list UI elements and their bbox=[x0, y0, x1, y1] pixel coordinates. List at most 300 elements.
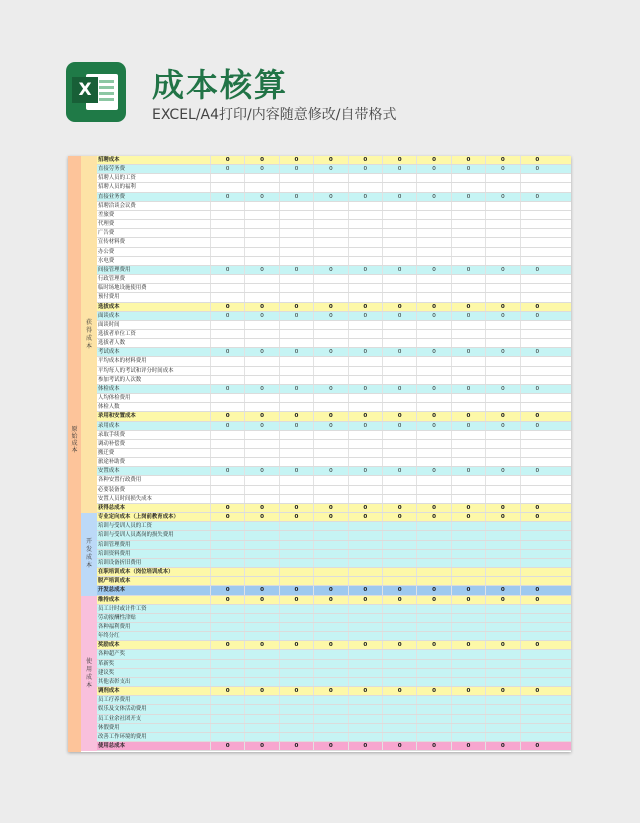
value-cell[interactable] bbox=[382, 293, 416, 301]
row-label[interactable]: 娱乐及文体活动费用 bbox=[98, 706, 147, 713]
value-cell[interactable] bbox=[451, 632, 485, 640]
value-cell[interactable] bbox=[451, 495, 485, 503]
value-cell[interactable] bbox=[382, 202, 416, 210]
row-label[interactable]: 差旅费 bbox=[98, 211, 115, 218]
value-cell[interactable] bbox=[382, 568, 416, 576]
value-cell[interactable] bbox=[210, 357, 244, 365]
value-cell[interactable] bbox=[520, 339, 554, 347]
value-cell[interactable] bbox=[520, 183, 554, 191]
value-cell[interactable]: 0 bbox=[210, 412, 244, 420]
value-cell[interactable]: 0 bbox=[313, 303, 347, 311]
value-cell[interactable] bbox=[416, 174, 450, 182]
value-cell[interactable] bbox=[416, 275, 450, 283]
value-cell[interactable] bbox=[485, 559, 519, 567]
value-cell[interactable] bbox=[485, 495, 519, 503]
value-cell[interactable] bbox=[279, 220, 313, 228]
value-cell[interactable] bbox=[313, 339, 347, 347]
value-cell[interactable]: 0 bbox=[244, 303, 278, 311]
value-cell[interactable] bbox=[244, 238, 278, 246]
value-cell[interactable] bbox=[348, 257, 382, 265]
row-label[interactable]: 体检人数 bbox=[98, 404, 120, 411]
row-label[interactable]: 录用成本 bbox=[98, 422, 120, 429]
value-cell[interactable] bbox=[313, 660, 347, 668]
value-cell[interactable]: 0 bbox=[279, 412, 313, 420]
value-cell[interactable]: 0 bbox=[244, 312, 278, 320]
row-label[interactable]: 行政管理费 bbox=[98, 276, 125, 283]
value-cell[interactable] bbox=[382, 550, 416, 558]
row-label[interactable]: 宣传材料费 bbox=[98, 239, 125, 246]
row-label[interactable]: 录用和安置成本 bbox=[98, 413, 136, 420]
value-cell[interactable] bbox=[348, 376, 382, 384]
value-cell[interactable]: 0 bbox=[485, 303, 519, 311]
value-cell[interactable] bbox=[451, 449, 485, 457]
value-cell[interactable] bbox=[210, 431, 244, 439]
value-cell[interactable]: 0 bbox=[416, 596, 450, 604]
value-cell[interactable] bbox=[279, 476, 313, 484]
row-label[interactable]: 培训资料费用 bbox=[98, 550, 131, 557]
row-label[interactable]: 改善工作环境的费用 bbox=[98, 733, 147, 740]
value-cell[interactable] bbox=[520, 211, 554, 219]
value-cell[interactable] bbox=[416, 183, 450, 191]
value-cell[interactable] bbox=[279, 229, 313, 237]
value-cell[interactable] bbox=[244, 174, 278, 182]
value-cell[interactable] bbox=[279, 449, 313, 457]
value-cell[interactable]: 0 bbox=[348, 156, 382, 164]
value-cell[interactable] bbox=[382, 238, 416, 246]
row-label[interactable]: 年终分红 bbox=[98, 633, 120, 640]
value-cell[interactable]: 0 bbox=[416, 687, 450, 695]
value-cell[interactable] bbox=[451, 183, 485, 191]
value-cell[interactable] bbox=[348, 678, 382, 686]
value-cell[interactable]: 0 bbox=[520, 303, 554, 311]
value-cell[interactable] bbox=[416, 531, 450, 539]
value-cell[interactable]: 0 bbox=[279, 504, 313, 512]
value-cell[interactable] bbox=[313, 229, 347, 237]
value-cell[interactable]: 0 bbox=[416, 504, 450, 512]
value-cell[interactable]: 0 bbox=[279, 385, 313, 393]
value-cell[interactable] bbox=[416, 431, 450, 439]
value-cell[interactable]: 0 bbox=[485, 385, 519, 393]
value-cell[interactable] bbox=[313, 211, 347, 219]
value-cell[interactable] bbox=[244, 476, 278, 484]
value-cell[interactable]: 0 bbox=[451, 165, 485, 173]
value-cell[interactable] bbox=[313, 431, 347, 439]
value-cell[interactable] bbox=[382, 174, 416, 182]
value-cell[interactable] bbox=[451, 174, 485, 182]
value-cell[interactable]: 0 bbox=[244, 412, 278, 420]
row-label[interactable]: 办公费 bbox=[98, 248, 115, 255]
value-cell[interactable] bbox=[279, 458, 313, 466]
value-cell[interactable] bbox=[313, 669, 347, 677]
value-cell[interactable] bbox=[244, 321, 278, 329]
value-cell[interactable] bbox=[382, 229, 416, 237]
value-cell[interactable] bbox=[244, 696, 278, 704]
value-cell[interactable] bbox=[279, 733, 313, 741]
value-cell[interactable]: 0 bbox=[382, 348, 416, 356]
value-cell[interactable] bbox=[210, 650, 244, 658]
value-cell[interactable] bbox=[485, 440, 519, 448]
value-cell[interactable] bbox=[485, 696, 519, 704]
value-cell[interactable] bbox=[485, 229, 519, 237]
value-cell[interactable]: 0 bbox=[348, 165, 382, 173]
value-cell[interactable]: 0 bbox=[485, 504, 519, 512]
value-cell[interactable]: 0 bbox=[485, 641, 519, 649]
value-cell[interactable] bbox=[244, 211, 278, 219]
value-cell[interactable] bbox=[210, 257, 244, 265]
value-cell[interactable] bbox=[416, 660, 450, 668]
value-cell[interactable]: 0 bbox=[416, 467, 450, 475]
value-cell[interactable] bbox=[279, 623, 313, 631]
value-cell[interactable] bbox=[485, 220, 519, 228]
value-cell[interactable]: 0 bbox=[416, 156, 450, 164]
value-cell[interactable]: 0 bbox=[210, 687, 244, 695]
value-cell[interactable] bbox=[520, 321, 554, 329]
value-cell[interactable] bbox=[382, 275, 416, 283]
value-cell[interactable] bbox=[279, 522, 313, 530]
value-cell[interactable]: 0 bbox=[416, 742, 450, 750]
value-cell[interactable] bbox=[244, 605, 278, 613]
value-cell[interactable]: 0 bbox=[451, 303, 485, 311]
value-cell[interactable] bbox=[244, 733, 278, 741]
value-cell[interactable] bbox=[382, 431, 416, 439]
value-cell[interactable] bbox=[451, 650, 485, 658]
value-cell[interactable]: 0 bbox=[210, 165, 244, 173]
value-cell[interactable] bbox=[210, 486, 244, 494]
value-cell[interactable] bbox=[348, 531, 382, 539]
row-label[interactable]: 搬迁费 bbox=[98, 450, 115, 456]
value-cell[interactable]: 0 bbox=[348, 504, 382, 512]
value-cell[interactable] bbox=[244, 486, 278, 494]
value-cell[interactable] bbox=[520, 174, 554, 182]
value-cell[interactable] bbox=[520, 431, 554, 439]
value-cell[interactable] bbox=[416, 715, 450, 723]
value-cell[interactable] bbox=[348, 403, 382, 411]
value-cell[interactable]: 0 bbox=[279, 193, 313, 201]
value-cell[interactable] bbox=[416, 568, 450, 576]
value-cell[interactable]: 0 bbox=[382, 312, 416, 320]
value-cell[interactable]: 0 bbox=[313, 312, 347, 320]
value-cell[interactable] bbox=[416, 669, 450, 677]
value-cell[interactable] bbox=[520, 284, 554, 292]
value-cell[interactable]: 0 bbox=[279, 312, 313, 320]
row-label[interactable]: 选拔者单位工资 bbox=[98, 330, 136, 337]
row-label[interactable]: 广告费 bbox=[98, 230, 115, 237]
row-label[interactable]: 专业定向成本（上岗前教育成本） bbox=[98, 514, 179, 521]
value-cell[interactable] bbox=[520, 293, 554, 301]
row-label[interactable]: 其他表彰支出 bbox=[98, 678, 131, 685]
value-cell[interactable] bbox=[485, 660, 519, 668]
value-cell[interactable]: 0 bbox=[520, 504, 554, 512]
value-cell[interactable] bbox=[210, 678, 244, 686]
value-cell[interactable] bbox=[244, 339, 278, 347]
value-cell[interactable] bbox=[382, 669, 416, 677]
value-cell[interactable]: 0 bbox=[451, 596, 485, 604]
value-cell[interactable] bbox=[244, 248, 278, 256]
value-cell[interactable] bbox=[313, 623, 347, 631]
value-cell[interactable]: 0 bbox=[279, 266, 313, 274]
row-label[interactable]: 休假费用 bbox=[98, 724, 120, 731]
value-cell[interactable] bbox=[244, 229, 278, 237]
value-cell[interactable] bbox=[520, 394, 554, 402]
value-cell[interactable] bbox=[485, 486, 519, 494]
value-cell[interactable] bbox=[279, 257, 313, 265]
value-cell[interactable] bbox=[382, 495, 416, 503]
value-cell[interactable] bbox=[416, 367, 450, 375]
value-cell[interactable] bbox=[382, 577, 416, 585]
row-label[interactable]: 平均每人的考试和评分时间成本 bbox=[98, 367, 174, 374]
value-cell[interactable] bbox=[451, 614, 485, 622]
value-cell[interactable] bbox=[279, 678, 313, 686]
value-cell[interactable] bbox=[382, 220, 416, 228]
value-cell[interactable] bbox=[244, 650, 278, 658]
value-cell[interactable] bbox=[244, 632, 278, 640]
value-cell[interactable]: 0 bbox=[416, 641, 450, 649]
value-cell[interactable]: 0 bbox=[485, 513, 519, 521]
value-cell[interactable] bbox=[520, 531, 554, 539]
row-label[interactable]: 录取手续费 bbox=[98, 431, 125, 438]
value-cell[interactable] bbox=[485, 394, 519, 402]
value-cell[interactable] bbox=[451, 541, 485, 549]
value-cell[interactable]: 0 bbox=[520, 422, 554, 430]
value-cell[interactable] bbox=[451, 248, 485, 256]
value-cell[interactable]: 0 bbox=[382, 412, 416, 420]
value-cell[interactable] bbox=[244, 293, 278, 301]
value-cell[interactable] bbox=[451, 367, 485, 375]
value-cell[interactable] bbox=[416, 238, 450, 246]
value-cell[interactable] bbox=[520, 623, 554, 631]
value-cell[interactable] bbox=[485, 238, 519, 246]
value-cell[interactable] bbox=[520, 458, 554, 466]
value-cell[interactable] bbox=[244, 357, 278, 365]
value-cell[interactable]: 0 bbox=[313, 504, 347, 512]
value-cell[interactable]: 0 bbox=[210, 193, 244, 201]
value-cell[interactable] bbox=[313, 705, 347, 713]
value-cell[interactable] bbox=[520, 220, 554, 228]
value-cell[interactable] bbox=[348, 650, 382, 658]
value-cell[interactable] bbox=[416, 357, 450, 365]
value-cell[interactable] bbox=[279, 284, 313, 292]
value-cell[interactable] bbox=[485, 632, 519, 640]
value-cell[interactable]: 0 bbox=[520, 641, 554, 649]
value-cell[interactable]: 0 bbox=[485, 193, 519, 201]
value-cell[interactable] bbox=[348, 577, 382, 585]
value-cell[interactable] bbox=[348, 733, 382, 741]
value-cell[interactable] bbox=[520, 650, 554, 658]
value-cell[interactable] bbox=[520, 440, 554, 448]
value-cell[interactable] bbox=[313, 449, 347, 457]
value-cell[interactable]: 0 bbox=[210, 156, 244, 164]
value-cell[interactable] bbox=[313, 257, 347, 265]
row-label[interactable]: 直接劳务费 bbox=[98, 166, 125, 173]
value-cell[interactable] bbox=[416, 330, 450, 338]
row-label[interactable]: 考试成本 bbox=[98, 349, 120, 356]
value-cell[interactable] bbox=[520, 238, 554, 246]
value-cell[interactable] bbox=[279, 531, 313, 539]
value-cell[interactable] bbox=[279, 650, 313, 658]
value-cell[interactable] bbox=[451, 330, 485, 338]
value-cell[interactable] bbox=[348, 705, 382, 713]
value-cell[interactable] bbox=[244, 724, 278, 732]
value-cell[interactable] bbox=[416, 220, 450, 228]
value-cell[interactable] bbox=[416, 650, 450, 658]
value-cell[interactable] bbox=[313, 486, 347, 494]
row-label[interactable]: 招聘洽谈会议费 bbox=[98, 202, 136, 209]
value-cell[interactable] bbox=[382, 541, 416, 549]
value-cell[interactable]: 0 bbox=[485, 312, 519, 320]
value-cell[interactable] bbox=[485, 458, 519, 466]
value-cell[interactable]: 0 bbox=[313, 266, 347, 274]
value-cell[interactable] bbox=[313, 715, 347, 723]
value-cell[interactable] bbox=[210, 275, 244, 283]
value-cell[interactable]: 0 bbox=[485, 266, 519, 274]
value-cell[interactable] bbox=[485, 531, 519, 539]
value-cell[interactable]: 0 bbox=[279, 165, 313, 173]
value-cell[interactable]: 0 bbox=[348, 687, 382, 695]
value-cell[interactable] bbox=[451, 211, 485, 219]
value-cell[interactable] bbox=[416, 339, 450, 347]
value-cell[interactable] bbox=[485, 339, 519, 347]
value-cell[interactable] bbox=[382, 440, 416, 448]
value-cell[interactable]: 0 bbox=[279, 687, 313, 695]
value-cell[interactable]: 0 bbox=[520, 266, 554, 274]
value-cell[interactable]: 0 bbox=[520, 348, 554, 356]
value-cell[interactable]: 0 bbox=[416, 586, 450, 594]
value-cell[interactable] bbox=[313, 376, 347, 384]
value-cell[interactable]: 0 bbox=[416, 165, 450, 173]
value-cell[interactable] bbox=[451, 522, 485, 530]
value-cell[interactable] bbox=[244, 705, 278, 713]
value-cell[interactable]: 0 bbox=[210, 641, 244, 649]
value-cell[interactable] bbox=[313, 650, 347, 658]
value-cell[interactable] bbox=[279, 495, 313, 503]
value-cell[interactable]: 0 bbox=[348, 348, 382, 356]
value-cell[interactable] bbox=[520, 257, 554, 265]
value-cell[interactable] bbox=[416, 449, 450, 457]
value-cell[interactable] bbox=[451, 339, 485, 347]
value-cell[interactable] bbox=[485, 174, 519, 182]
value-cell[interactable] bbox=[451, 275, 485, 283]
value-cell[interactable] bbox=[416, 495, 450, 503]
value-cell[interactable]: 0 bbox=[485, 586, 519, 594]
row-label[interactable]: 建议奖 bbox=[98, 669, 115, 676]
value-cell[interactable]: 0 bbox=[244, 687, 278, 695]
row-label[interactable]: 临时场地设施使用费 bbox=[98, 285, 147, 292]
value-cell[interactable] bbox=[210, 632, 244, 640]
value-cell[interactable] bbox=[348, 321, 382, 329]
value-cell[interactable] bbox=[382, 605, 416, 613]
value-cell[interactable]: 0 bbox=[210, 596, 244, 604]
value-cell[interactable]: 0 bbox=[520, 687, 554, 695]
row-label[interactable]: 使用总成本 bbox=[98, 743, 125, 749]
row-label[interactable]: 员工疗养费用 bbox=[98, 697, 131, 704]
value-cell[interactable] bbox=[348, 568, 382, 576]
value-cell[interactable] bbox=[279, 724, 313, 732]
value-cell[interactable] bbox=[348, 696, 382, 704]
value-cell[interactable] bbox=[313, 238, 347, 246]
value-cell[interactable] bbox=[348, 458, 382, 466]
row-label[interactable]: 培训与受训人员的工资 bbox=[98, 523, 152, 530]
value-cell[interactable] bbox=[348, 229, 382, 237]
value-cell[interactable]: 0 bbox=[348, 641, 382, 649]
value-cell[interactable] bbox=[279, 339, 313, 347]
value-cell[interactable] bbox=[382, 486, 416, 494]
value-cell[interactable] bbox=[382, 650, 416, 658]
value-cell[interactable] bbox=[520, 577, 554, 585]
value-cell[interactable] bbox=[313, 330, 347, 338]
value-cell[interactable] bbox=[520, 357, 554, 365]
row-label[interactable]: 预付费用 bbox=[98, 294, 120, 301]
value-cell[interactable] bbox=[348, 486, 382, 494]
value-cell[interactable]: 0 bbox=[485, 348, 519, 356]
value-cell[interactable] bbox=[520, 605, 554, 613]
value-cell[interactable]: 0 bbox=[279, 641, 313, 649]
value-cell[interactable] bbox=[210, 440, 244, 448]
value-cell[interactable] bbox=[382, 678, 416, 686]
row-label[interactable]: 各种安置行政费用 bbox=[98, 477, 142, 484]
value-cell[interactable] bbox=[485, 678, 519, 686]
value-cell[interactable] bbox=[279, 577, 313, 585]
row-label[interactable]: 代理费 bbox=[98, 221, 115, 228]
value-cell[interactable] bbox=[520, 330, 554, 338]
value-cell[interactable] bbox=[416, 476, 450, 484]
value-cell[interactable] bbox=[348, 330, 382, 338]
value-cell[interactable] bbox=[210, 669, 244, 677]
value-cell[interactable] bbox=[313, 458, 347, 466]
value-cell[interactable] bbox=[485, 614, 519, 622]
value-cell[interactable] bbox=[520, 476, 554, 484]
row-label[interactable]: 人均体检费用 bbox=[98, 395, 131, 402]
value-cell[interactable] bbox=[210, 623, 244, 631]
row-label[interactable]: 培训设备折旧费用 bbox=[98, 559, 142, 566]
value-cell[interactable]: 0 bbox=[244, 348, 278, 356]
value-cell[interactable]: 0 bbox=[382, 586, 416, 594]
value-cell[interactable] bbox=[485, 541, 519, 549]
value-cell[interactable]: 0 bbox=[244, 641, 278, 649]
value-cell[interactable] bbox=[313, 183, 347, 191]
value-cell[interactable] bbox=[520, 449, 554, 457]
value-cell[interactable] bbox=[382, 531, 416, 539]
value-cell[interactable]: 0 bbox=[313, 193, 347, 201]
value-cell[interactable]: 0 bbox=[210, 513, 244, 521]
row-label[interactable]: 脱产培训成本 bbox=[98, 578, 131, 585]
value-cell[interactable] bbox=[451, 238, 485, 246]
value-cell[interactable] bbox=[485, 257, 519, 265]
value-cell[interactable] bbox=[210, 476, 244, 484]
value-cell[interactable] bbox=[348, 357, 382, 365]
value-cell[interactable] bbox=[313, 696, 347, 704]
value-cell[interactable] bbox=[451, 577, 485, 585]
value-cell[interactable] bbox=[348, 220, 382, 228]
value-cell[interactable]: 0 bbox=[416, 348, 450, 356]
row-label[interactable]: 调动补偿费 bbox=[98, 440, 125, 447]
value-cell[interactable] bbox=[348, 431, 382, 439]
row-label[interactable]: 各种超产奖 bbox=[98, 651, 125, 658]
value-cell[interactable] bbox=[244, 202, 278, 210]
value-cell[interactable] bbox=[313, 403, 347, 411]
value-cell[interactable]: 0 bbox=[416, 193, 450, 201]
value-cell[interactable] bbox=[210, 321, 244, 329]
value-cell[interactable] bbox=[313, 678, 347, 686]
value-cell[interactable] bbox=[210, 284, 244, 292]
value-cell[interactable] bbox=[313, 495, 347, 503]
value-cell[interactable] bbox=[279, 394, 313, 402]
value-cell[interactable] bbox=[520, 559, 554, 567]
value-cell[interactable] bbox=[451, 669, 485, 677]
value-cell[interactable] bbox=[279, 293, 313, 301]
value-cell[interactable] bbox=[313, 202, 347, 210]
value-cell[interactable] bbox=[520, 715, 554, 723]
value-cell[interactable]: 0 bbox=[279, 742, 313, 750]
